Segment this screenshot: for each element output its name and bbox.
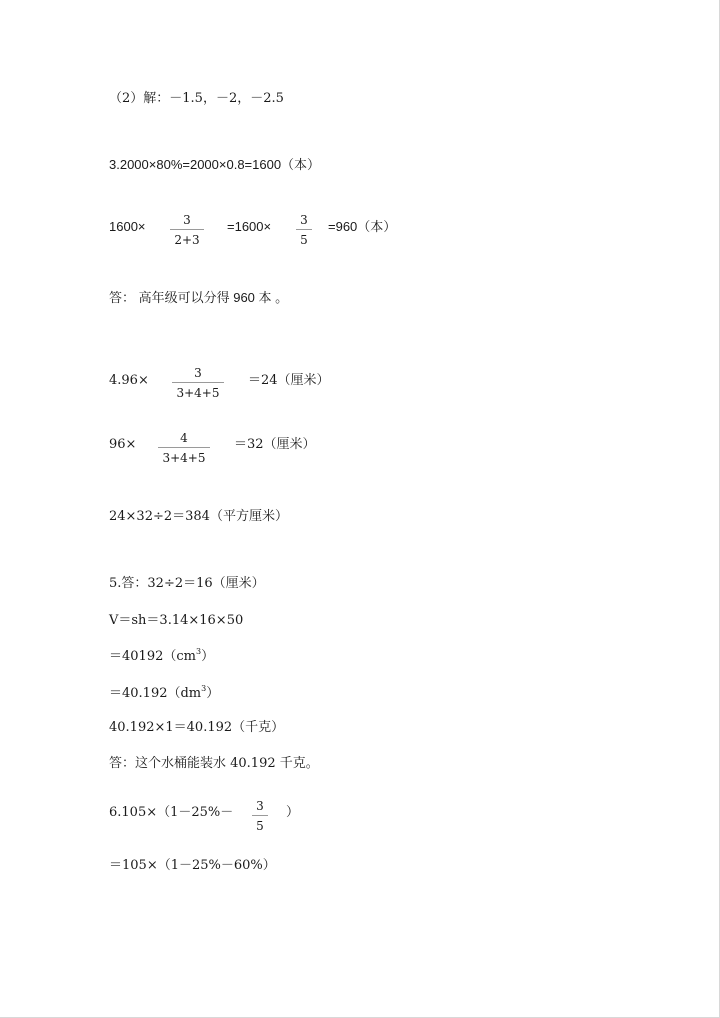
fraction-3-over-5 [296, 213, 312, 247]
problem-3-line-2-middle: =1600× [227, 219, 272, 234]
volume-dm-text: ＝40.192（dm [109, 686, 202, 701]
fraction-denominator: 3+4+5 [162, 451, 206, 465]
fraction-numerator: 3 [300, 213, 308, 227]
volume-cm-exponent: 3 [195, 647, 202, 656]
fraction-bar [296, 229, 312, 230]
problem-6-line-1-end: ） [286, 805, 300, 820]
answer-line-2: （2）解：－1.5，－2，－2.5 [109, 91, 284, 106]
volume-cm-text: ＝40192（cm [109, 649, 196, 664]
fraction-bar [172, 382, 224, 383]
fraction-denominator: 5 [256, 819, 264, 833]
problem-6-line-2: ＝105×（1－25%－60%） [109, 858, 276, 873]
problem-4-line-2-start: 96× [109, 437, 137, 452]
fraction-numerator: 3 [256, 799, 264, 813]
problem-3-answer: 答： 高年级可以分得 960 本 。 [109, 290, 289, 305]
problem-6-line-1-start: 6.105×（1－25%－ [109, 805, 234, 820]
problem-4-line-1-end: ＝24（厘米） [248, 373, 330, 388]
problem-3-line-2-end: =960（本） [328, 219, 397, 234]
fraction-numerator: 3 [183, 213, 191, 227]
problem-5-line-3 [109, 649, 214, 665]
problem-5-line-1: 5.答：32÷2＝16（厘米） [109, 576, 265, 591]
fraction-denominator: 5 [300, 233, 308, 247]
problem-4-line-3: 24×32÷2＝384（平方厘米） [109, 509, 288, 524]
fraction-numerator: 4 [180, 431, 188, 445]
fraction-bar [252, 815, 268, 816]
problem-5-line-4 [109, 686, 219, 702]
fraction-denominator: 2+3 [174, 233, 200, 247]
problem-5-line-5: 40.192×1＝40.192（千克） [109, 720, 285, 735]
fraction-3-over-3plus4plus5 [172, 366, 224, 400]
problem-3-line-2-start: 1600× [109, 219, 146, 234]
fraction-4-over-3plus4plus5 [158, 431, 210, 465]
fraction-denominator: 3+4+5 [176, 386, 220, 400]
fraction-3-over-5-second [252, 799, 268, 833]
problem-5-line-2: V＝sh＝3.14×16×50 [109, 613, 244, 628]
problem-5-answer: 答：这个水桶能装水 40.192 千克。 [109, 756, 319, 771]
volume-dm-close: ） [206, 686, 220, 701]
fraction-numerator: 3 [194, 366, 202, 380]
problem-3-line-1: 3.2000×80%=2000×0.8=1600（本） [109, 157, 321, 172]
fraction-3-over-2plus3 [170, 213, 204, 247]
volume-dm-exponent: 3 [201, 684, 207, 693]
problem-4-line-2-end: ＝32（厘米） [234, 437, 316, 452]
fraction-bar [158, 447, 210, 448]
problem-4-line-1-start: 4.96× [109, 373, 149, 388]
fraction-bar [170, 229, 204, 230]
volume-cm-close: ） [201, 649, 215, 664]
